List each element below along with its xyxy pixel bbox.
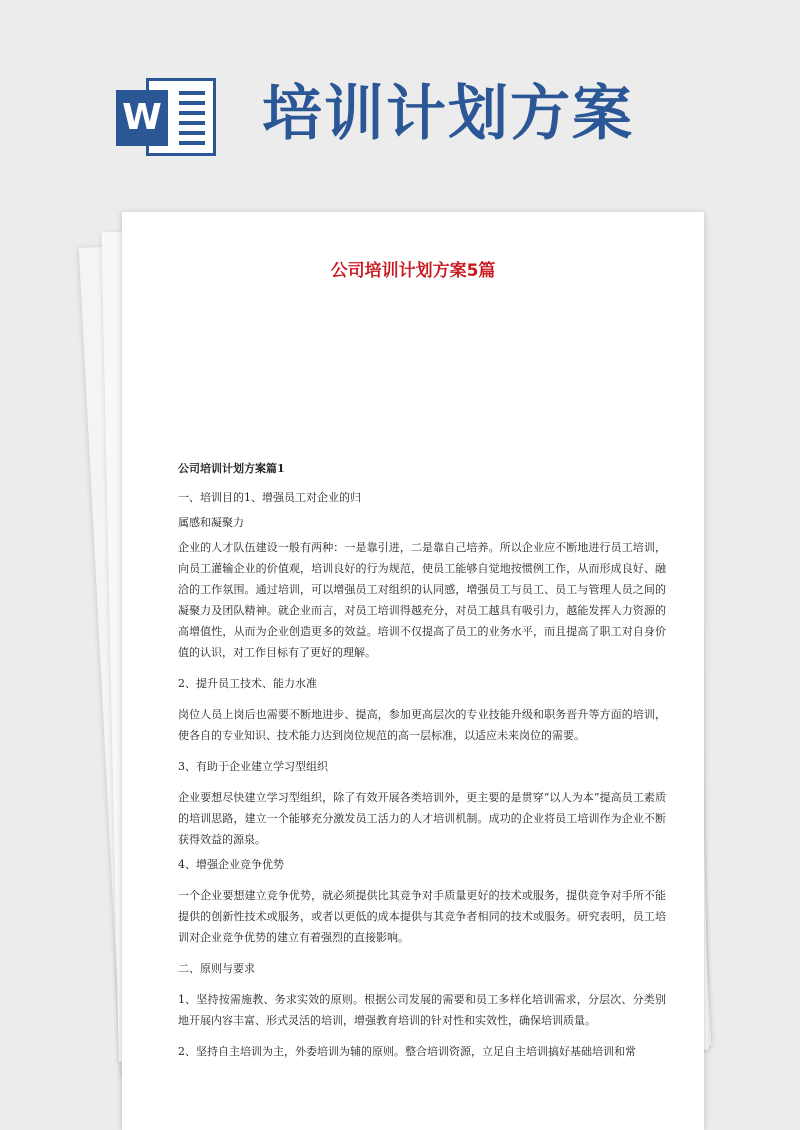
paragraph: 1、坚持按需施教、务求实效的原则。根据公司发展的需要和员工多样化培训需求，分层次、分类别地开展内容丰富、形式灵活的培训，增强教育培训的针对性和实效性，确保培训质量。 <box>178 993 666 1027</box>
document-title: 公司培训计划方案5篇 <box>330 261 496 281</box>
paragraph-heading: 2、提升员工技术、能力水准 <box>178 677 317 690</box>
word-document-icon <box>112 72 220 158</box>
body-line: 属感和凝聚力 <box>178 516 244 529</box>
document-body <box>178 458 666 1066</box>
section-title: 公司培训计划方案篇1 <box>178 462 285 475</box>
body-line: 一、培训目的1、增强员工对企业的归 <box>178 491 361 504</box>
paragraph: 一个企业要想建立竞争优势，就必须提供比其竞争对手质量更好的技术或服务，提供竞争对手所不能提供的创新性技术或服务，或者以更低的成本提供与其竞争者相同的技术或服务。研究表明，员工培训对企业竞争优势的建立有着强烈的直接影响。 <box>178 889 666 944</box>
paragraph: 企业的人才队伍建设一般有两种：一是靠引进，二是靠自己培养。所以企业应不断地进行员工培训，向员工灌输企业的价值观，培训良好的行为规范，使员工能够自觉地按惯例工作，从而形成良好、融洽的工作氛围。通过培训，可以增强员工对组织的认同感，增强员工与员工、员工与管理人员之间的凝聚力及团队精神。就企业而言，对员工培训得越充分，对员工越具有吸引力，越能发挥人力资源的高增值性，从而为企业创造更多的效益。培训不仅提高了员工的业务水平，而且提高了职工对自身价值的认识，对工作目标有了更好的理解。 <box>178 541 666 659</box>
banner-title: 培训计划方案 <box>262 79 634 149</box>
paragraph-heading: 3、有助于企业建立学习型组织 <box>178 760 328 773</box>
word-logo-letter: W <box>116 90 168 146</box>
paragraph: 2、坚持自主培训为主，外委培训为辅的原则。整合培训资源，立足自主培训搞好基础培训和常 <box>178 1045 636 1058</box>
header-banner <box>0 0 800 200</box>
document-page <box>122 212 704 1130</box>
paragraph-heading: 4、增强企业竞争优势 <box>178 858 284 871</box>
paragraph: 企业要想尽快建立学习型组织，除了有效开展各类培训外，更主要的是贯穿“以人为本”提高员工素质的培训思路，建立一个能够充分激发员工活力的人才培训机制。成功的企业将员工培训作为企业不断获得效益的源泉。 <box>178 791 666 846</box>
paragraph: 岗位人员上岗后也需要不断地进步、提高，参加更高层次的专业技能升级和职务晋升等方面的培训，使各自的专业知识、技术能力达到岗位规范的高一层标准，以适应未来岗位的需要。 <box>178 708 666 742</box>
paragraph-heading: 二、原则与要求 <box>178 962 255 975</box>
